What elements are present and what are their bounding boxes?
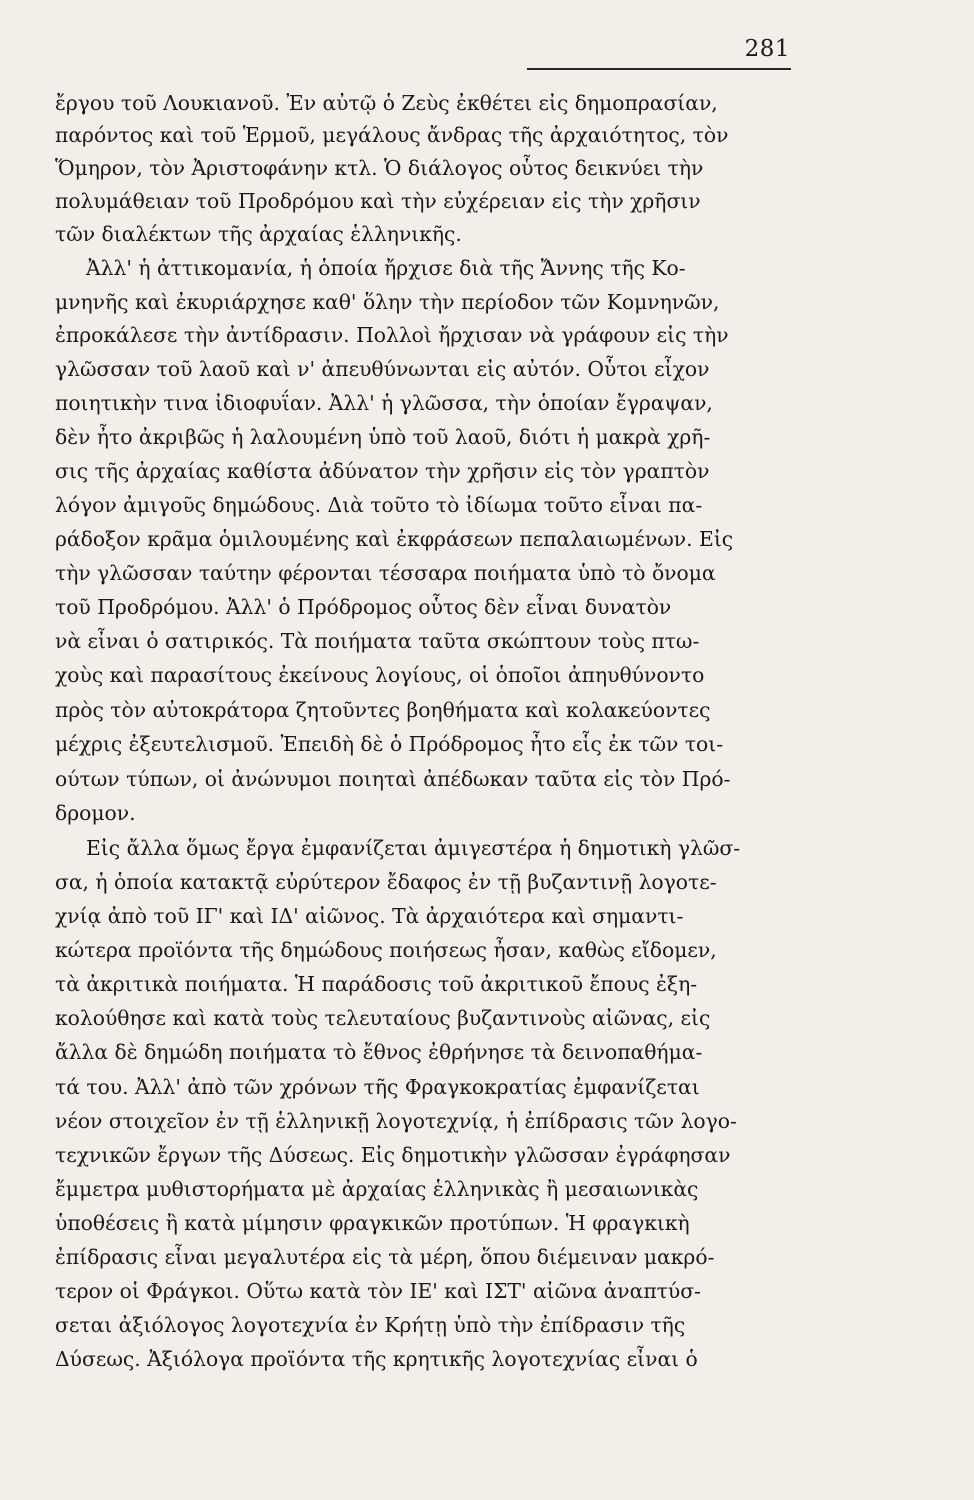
text-line: ἐπίδρασις εἶναι μεγαλυτέρα εἰς τὰ μέρη, ὅπου διέμειναν μακρό- — [55, 1245, 715, 1269]
text-line: ἐπροκάλεσε τὴν ἀντίδρασιν. Πολλοὶ ἤρχισαν νὰ γράφουν εἰς τὴν — [55, 323, 729, 347]
text-line: λόγον ἀμιγοῦς δημώδους. Διὰ τοῦτο τὸ ἰδίωμα τοῦτο εἶναι πα- — [55, 493, 703, 517]
text-line: κολούθησε καὶ κατὰ τοὺς τελευταίους βυζαντινοὺς αἰῶνας, εἰς — [55, 1006, 711, 1030]
text-line: ἔργου τοῦ Λουκιανοῦ. Ἐν αὐτῷ ὁ Ζεὺς ἐκθέτει εἰς δημοπρασίαν, — [55, 91, 718, 115]
page-number: 281 — [744, 36, 790, 62]
text-line: ὑποθέσεις ἢ κατὰ μίμησιν φραγκικῶν προτύπων. Ἡ φραγκικὴ — [55, 1211, 690, 1235]
text-line: χνίᾳ ἀπὸ τοῦ ΙΓ' καὶ ΙΔ' αἰῶνος. Τὰ ἀρχαιότερα καὶ σημαντι- — [55, 904, 684, 928]
text-line: χοὺς καὶ παρασίτους ἐκείνους λογίους, οἱ ὁποῖοι ἀπηυθύνοντο — [55, 663, 705, 687]
text-line: τὴν γλῶσσαν ταύτην φέρονται τέσσαρα ποιήματα ὑπὸ τὸ ὄνομα — [55, 561, 716, 585]
text-line: δὲν ἦτο ἀκριβῶς ἡ λαλουμένη ὑπὸ τοῦ λαοῦ, διότι ἡ μακρὰ χρῆ- — [55, 425, 711, 449]
text-line: δρομον. — [55, 801, 136, 825]
text-line: ράδοξον κρᾶμα ὁμιλουμένης καὶ ἐκφράσεων πεπαλαιωμένων. Εἰς — [55, 527, 734, 551]
text-line: τῶν διαλέκτων τῆς ἀρχαίας ἑλληνικῆς. — [55, 222, 462, 246]
text-line: ποιητικὴν τινα ἰδιοφυΐαν. Ἀλλ' ἡ γλῶσσα, τὴν ὁποίαν ἔγραψαν, — [55, 391, 713, 415]
text-line: ἔμμετρα μυθιστορήματα μὲ ἀρχαίας ἑλληνικὰς ἢ μεσαιωνικὰς — [55, 1177, 699, 1201]
text-line: γλῶσσαν τοῦ λαοῦ καὶ ν' ἀπευθύνωνται εἰς αὐτόν. Οὗτοι εἶχον — [55, 357, 710, 381]
text-line: ἄλλα δὲ δημώδη ποιήματα τὸ ἔθνος ἐθρήνησε τὰ δεινοπαθήμα- — [55, 1040, 703, 1064]
text-line: ούτων τύπων, οἱ ἀνώνυμοι ποιηταὶ ἀπέδωκαν ταῦτα εἰς τὸν Πρό- — [55, 767, 731, 791]
text-line: Δύσεως. Ἀξιόλογα προϊόντα τῆς κρητικῆς λογοτεχνίας εἶναι ὁ — [55, 1347, 698, 1371]
text-line: νὰ εἶναι ὁ σατιρικός. Τὰ ποιήματα ταῦτα σκώπτουν τοὺς πτω- — [55, 629, 700, 653]
text-line: πολυμάθειαν τοῦ Προδρόμου καὶ τὴν εὐχέρειαν εἰς τὴν χρῆσιν — [55, 189, 701, 213]
text-line: μνηνῆς καὶ ἐκυριάρχησε καθ' ὅλην τὴν περίοδον τῶν Κομνηνῶν, — [55, 290, 720, 314]
text-line: σα, ἡ ὁποία κατακτᾷ εὐρύτερον ἔδαφος ἐν τῇ βυζαντινῇ λογοτε- — [55, 870, 717, 894]
text-line: τερον οἱ Φράγκοι. Οὕτω κατὰ τὸν ΙΕ' καὶ ΙΣΤ' αἰῶνα ἀναπτύσ- — [55, 1279, 701, 1303]
text-line: τοῦ Προδρόμου. Ἀλλ' ὁ Πρόδρομος οὗτος δὲν εἶναι δυνατὸν — [55, 595, 672, 619]
text-line: νέον στοιχεῖον ἐν τῇ ἑλληνικῇ λογοτεχνίᾳ, ἡ ἐπίδρασις τῶν λογο- — [55, 1109, 737, 1133]
text-line: Ὅμηρον, τὸν Ἀριστοφάνην κτλ. Ὁ διάλογος οὗτος δεικνύει τὴν — [55, 156, 704, 180]
text-line: πρὸς τὸν αὐτοκράτορα ζητοῦντες βοηθήματα καὶ κολακεύοντες — [55, 698, 711, 722]
text-line: μέχρις ἐξευτελισμοῦ. Ἐπειδὴ δὲ ὁ Πρόδρομος ἦτο εἷς ἐκ τῶν τοι- — [55, 732, 724, 756]
text-line: τά του. Ἀλλ' ἀπὸ τῶν χρόνων τῆς Φραγκοκρατίας ἐμφανίζεται — [55, 1075, 700, 1099]
text-line: Ἀλλ' ἡ ἀττικομανία, ἡ ὁποία ἤρχισε διὰ τῆς Ἄννης τῆς Κο- — [86, 256, 686, 280]
text-line: σεται ἀξιόλογος λογοτεχνία ἐν Κρήτῃ ὑπὸ τὴν ἐπίδρασιν τῆς — [55, 1313, 686, 1337]
text-line: παρόντος καὶ τοῦ Ἑρμοῦ, μεγάλους ἄνδρας τῆς ἀρχαιότητος, τὸν — [55, 123, 729, 147]
text-line: κώτερα προϊόντα τῆς δημώδους ποιήσεως ἦσαν, καθὼς εἴδομεν, — [55, 938, 717, 962]
text-line: Εἰς ἄλλα ὅμως ἔργα ἐμφανίζεται ἀμιγεστέρα ἡ δημοτικὴ γλῶσ- — [86, 836, 741, 860]
text-line: σις τῆς ἀρχαίας καθίστα ἀδύνατον τὴν χρῆσιν εἰς τὸν γραπτὸν — [55, 459, 710, 483]
text-line: τὰ ἀκριτικὰ ποιήματα. Ἡ παράδοσις τοῦ ἀκριτικοῦ ἔπους ἐξη- — [55, 972, 698, 996]
text-line: τεχνικῶν ἔργων τῆς Δύσεως. Εἰς δημοτικὴν γλῶσσαν ἐγράφησαν — [55, 1143, 731, 1167]
